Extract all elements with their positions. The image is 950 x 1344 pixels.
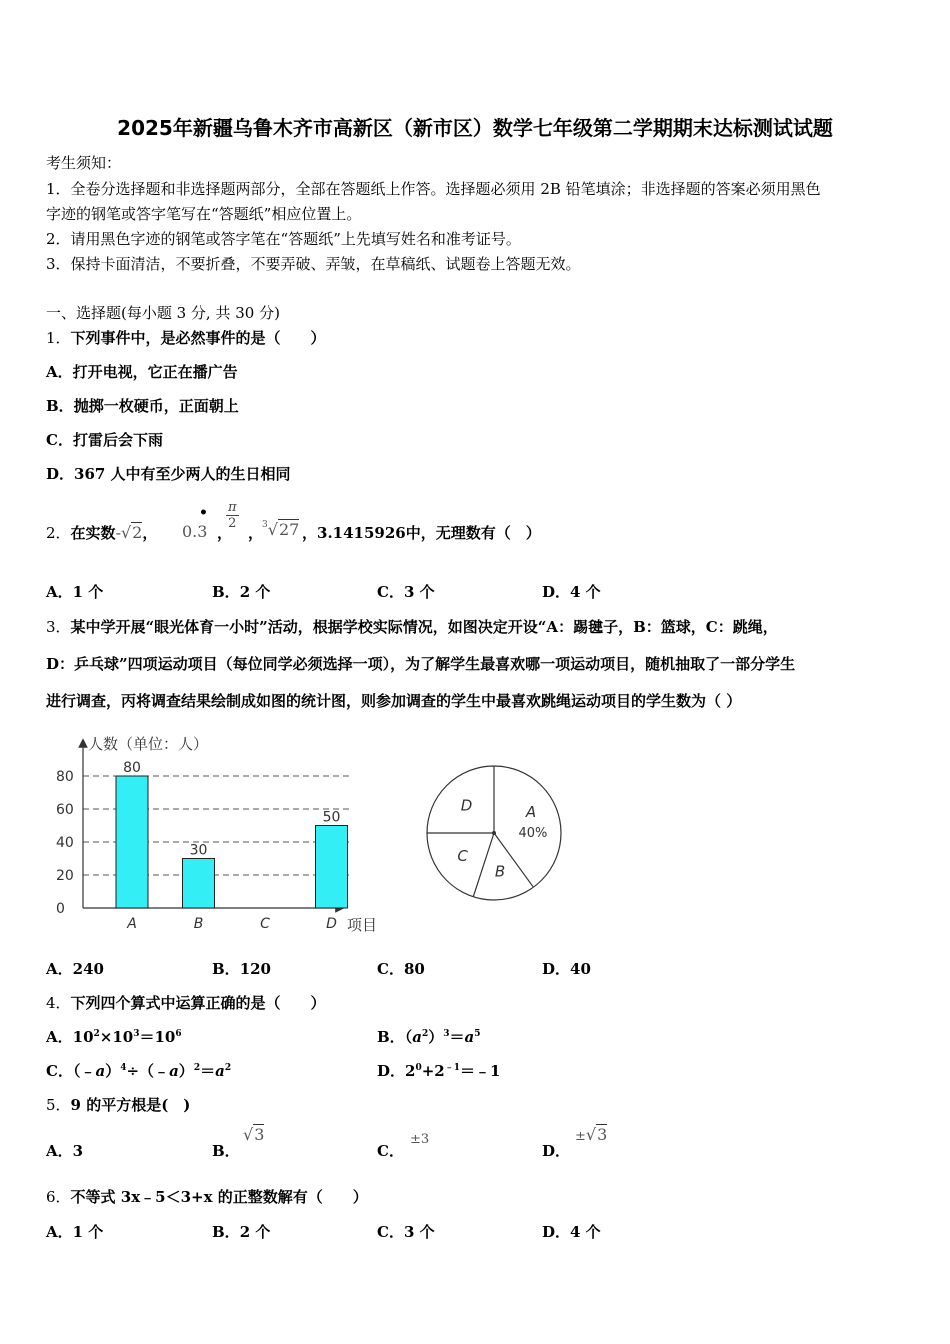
option-key: A． xyxy=(46,1223,73,1241)
option-formula: $(a^2)^3=a^5$ xyxy=(404,1028,481,1046)
option-formula: $(﹣a)^4\div(﹣a)^2=a^2$ xyxy=(72,1062,232,1080)
q6-option-d[interactable] xyxy=(542,1221,601,1242)
section-heading: 一、选择题(每小题 3 分, 共 30 分) xyxy=(46,304,280,322)
q5-option-c[interactable] xyxy=(377,1140,404,1161)
option-text: 3 个 xyxy=(403,1223,435,1241)
bar-value-label: 80 xyxy=(123,760,141,776)
question-number: 5． xyxy=(46,1096,71,1114)
question-3-line-2: D：乒乓球”四项运动项目（每位同学必须选择一项），为了解学生最喜欢哪一项运动项目，随机抽取了一部分学生 xyxy=(46,655,796,673)
option-key: D． xyxy=(46,465,75,483)
y-axis-label: 人数（单位：人） xyxy=(88,735,209,753)
q5-option-d[interactable] xyxy=(542,1140,570,1161)
root-sign: √ xyxy=(267,520,278,539)
option-key: D． xyxy=(542,1142,571,1160)
plus-minus: ± xyxy=(575,1129,586,1144)
question-2 xyxy=(46,522,157,543)
option-key: B． xyxy=(212,960,240,978)
q2-option-c[interactable] xyxy=(377,581,435,602)
q6-option-b[interactable] xyxy=(212,1221,270,1242)
option-key: A． xyxy=(46,1142,73,1160)
notice-line-1a: 1．全卷分选择题和非选择题两部分，全部在答题纸上作答。选择题必须用 2B 铅笔填涂；非选择题的答案必须用黑色 xyxy=(46,180,821,198)
q4-option-a[interactable] xyxy=(46,1026,182,1047)
bar-A xyxy=(116,776,148,908)
y-tick-label: 20 xyxy=(56,868,74,884)
sqrt-sign: √ xyxy=(243,1125,254,1144)
option-key: C． xyxy=(377,1223,404,1241)
question-3-line-1 xyxy=(46,616,778,637)
question-4 xyxy=(46,992,326,1013)
option-text: 240 xyxy=(72,960,104,978)
q5-option-b-value xyxy=(243,1125,264,1144)
pie-center xyxy=(492,831,496,835)
option-key: C． xyxy=(377,583,404,601)
q1-option-d[interactable] xyxy=(46,463,291,484)
option-key: B． xyxy=(212,583,240,601)
question-number: 3． xyxy=(46,618,71,636)
category-label: B xyxy=(193,916,204,932)
decimal-value: 0.3 xyxy=(182,522,208,541)
q3-option-c[interactable] xyxy=(377,958,425,979)
q2-stem-tail xyxy=(302,522,541,543)
q2-option-d[interactable] xyxy=(542,581,601,602)
separator: ， xyxy=(302,524,318,542)
option-text: 1 个 xyxy=(72,1223,104,1241)
option-text: 3 个 xyxy=(403,583,435,601)
option-text: 3 xyxy=(72,1142,84,1160)
q4-option-b[interactable] xyxy=(377,1026,481,1047)
notice-line-1b: 字迹的钢笔或答字笔写在“答题纸”相应位置上。 xyxy=(46,205,362,223)
question-6 xyxy=(46,1186,368,1207)
category-label: C xyxy=(260,916,270,932)
option-text: 120 xyxy=(239,960,271,978)
option-key: A． xyxy=(46,583,73,601)
q1-option-a[interactable] xyxy=(46,361,238,382)
category-label: D xyxy=(326,916,337,932)
q1-option-b[interactable] xyxy=(46,395,239,416)
option-formula: $10^2\times 10^3=10^6$ xyxy=(72,1028,182,1046)
option-text: 4 个 xyxy=(570,1223,601,1241)
q3-option-b[interactable] xyxy=(212,958,271,979)
sqrt-radicand: 3 xyxy=(254,1125,265,1144)
bar-value-label: 50 xyxy=(322,809,341,826)
separator: ， xyxy=(142,524,158,542)
option-text: 2 个 xyxy=(239,1223,271,1241)
q6-option-a[interactable] xyxy=(46,1221,103,1242)
option-formula: $2^0+2^{﹣1}=﹣1$ xyxy=(405,1062,501,1080)
option-key: B． xyxy=(212,1142,240,1160)
q2-option-a[interactable] xyxy=(46,581,103,602)
question-3-line-3: 进行调查，丙将调查结果绘制成如图的统计图，则参加调查的学生中最喜欢跳绳运动项目的学生数为（ ） xyxy=(46,692,742,710)
q5-option-a[interactable] xyxy=(46,1140,83,1161)
category-label: A xyxy=(127,916,137,932)
q5-option-d-value xyxy=(575,1125,607,1144)
question-stem: 某中学开展“眼光体育一小时”活动，根据学校实际情况，如图决定开设“A：踢毽子，B：篮球，C：跳绳， xyxy=(70,618,778,636)
question-5 xyxy=(46,1094,190,1115)
q4-option-c[interactable] xyxy=(46,1060,231,1081)
pie-percent-label: 40% xyxy=(518,825,548,841)
fraction-denominator: 2 xyxy=(228,516,237,531)
repeating-dot: • xyxy=(199,505,208,521)
fraction-numerator: π xyxy=(228,500,237,515)
option-key: A． xyxy=(46,1028,73,1046)
repeating-decimal xyxy=(182,522,207,541)
sqrt-sign: √ xyxy=(585,1125,597,1144)
question-number: 6． xyxy=(46,1188,71,1206)
number-value: 3.1415926 xyxy=(317,524,406,542)
question-stem-post: 中，无理数有（ ） xyxy=(405,524,541,542)
q5-option-b[interactable] xyxy=(212,1140,240,1161)
option-text: 打开电视，它正在播广告 xyxy=(72,363,238,381)
question-stem: 下列事件中，是必然事件的是（ ） xyxy=(70,329,326,347)
q1-option-c[interactable] xyxy=(46,429,163,450)
option-text: 4 个 xyxy=(570,583,601,601)
option-key: D． xyxy=(542,583,571,601)
option-key: D． xyxy=(542,1223,571,1241)
option-key: C． xyxy=(46,1062,73,1080)
option-key: D． xyxy=(377,1062,406,1080)
option-text: 367 人中有至少两人的生日相同 xyxy=(74,465,291,483)
pie-slice-label: B xyxy=(494,862,506,881)
bar-D xyxy=(316,826,348,909)
bar-B xyxy=(183,859,215,909)
q2-option-b[interactable] xyxy=(212,581,270,602)
pie-slice-label: D xyxy=(460,796,473,815)
question-stem: 不等式 3x﹣5＜3+x 的正整数解有（ ） xyxy=(70,1188,368,1206)
question-stem-pre: 在实数 xyxy=(70,524,116,542)
option-key: C． xyxy=(46,431,73,449)
option-text: 抛掷一枚硬币，正面朝上 xyxy=(73,397,239,415)
x-axis-label: 项目 xyxy=(347,916,378,934)
root-radicand: 27 xyxy=(278,520,300,539)
separator: ， xyxy=(217,524,233,542)
option-key: A． xyxy=(46,363,73,381)
question-number: 2． xyxy=(46,524,71,542)
sqrt-radicand: 2 xyxy=(132,523,143,542)
question-number: 4． xyxy=(46,994,71,1012)
option-key: D． xyxy=(542,960,571,978)
page-title: 2025年新疆乌鲁木齐市高新区（新市区）数学七年级第二学期期末达标测试试题 xyxy=(117,116,833,140)
q3-option-d[interactable] xyxy=(542,958,591,979)
option-text: 40 xyxy=(570,960,591,978)
y-tick-label: 0 xyxy=(56,901,65,917)
option-text: 2 个 xyxy=(239,583,271,601)
pie-slice-label: A xyxy=(525,802,537,821)
option-key: B． xyxy=(46,397,74,415)
option-key: B． xyxy=(212,1223,240,1241)
option-key: A． xyxy=(46,960,73,978)
neg-sign: - xyxy=(115,523,121,542)
root-index: 3 xyxy=(262,520,268,530)
q4-option-d[interactable] xyxy=(377,1060,500,1081)
q3-option-a[interactable] xyxy=(46,958,104,979)
notice-heading: 考生须知： xyxy=(46,154,122,172)
pie-slice-label: C xyxy=(457,846,468,865)
cube-root xyxy=(262,520,299,539)
question-1 xyxy=(46,327,326,348)
sqrt-radicand: 3 xyxy=(597,1125,608,1144)
y-tick-label: 40 xyxy=(56,835,74,851)
q5-option-c-value: ±3 xyxy=(410,1132,430,1147)
bar-chart xyxy=(50,733,390,943)
question-stem: 9 的平方根是( ) xyxy=(70,1096,191,1114)
pi-fraction xyxy=(226,500,239,531)
option-key: C． xyxy=(377,960,404,978)
option-text: 打雷后会下雨 xyxy=(72,431,163,449)
question-stem: 下列四个算式中运算正确的是（ ） xyxy=(70,994,326,1012)
y-tick-label: 80 xyxy=(56,769,74,785)
option-text: 80 xyxy=(403,960,425,978)
sqrt-sign: √ xyxy=(120,523,132,542)
y-tick-label: 60 xyxy=(56,802,74,818)
separator: ， xyxy=(248,524,264,542)
notice-line-2: 2．请用黑色字迹的钢笔或答字笔在“答题纸”上先填写姓名和准考证号。 xyxy=(46,230,521,248)
pie-chart xyxy=(420,760,570,910)
notice-line-3: 3．保持卡面清洁，不要折叠，不要弄破、弄皱，在草稿纸、试题卷上答题无效。 xyxy=(46,255,581,273)
bar-value-label: 30 xyxy=(189,842,208,859)
question-number: 1． xyxy=(46,329,71,347)
option-key: B． xyxy=(377,1028,405,1046)
q6-option-c[interactable] xyxy=(377,1221,435,1242)
option-key: C． xyxy=(377,1142,404,1160)
option-text: 1 个 xyxy=(72,583,104,601)
